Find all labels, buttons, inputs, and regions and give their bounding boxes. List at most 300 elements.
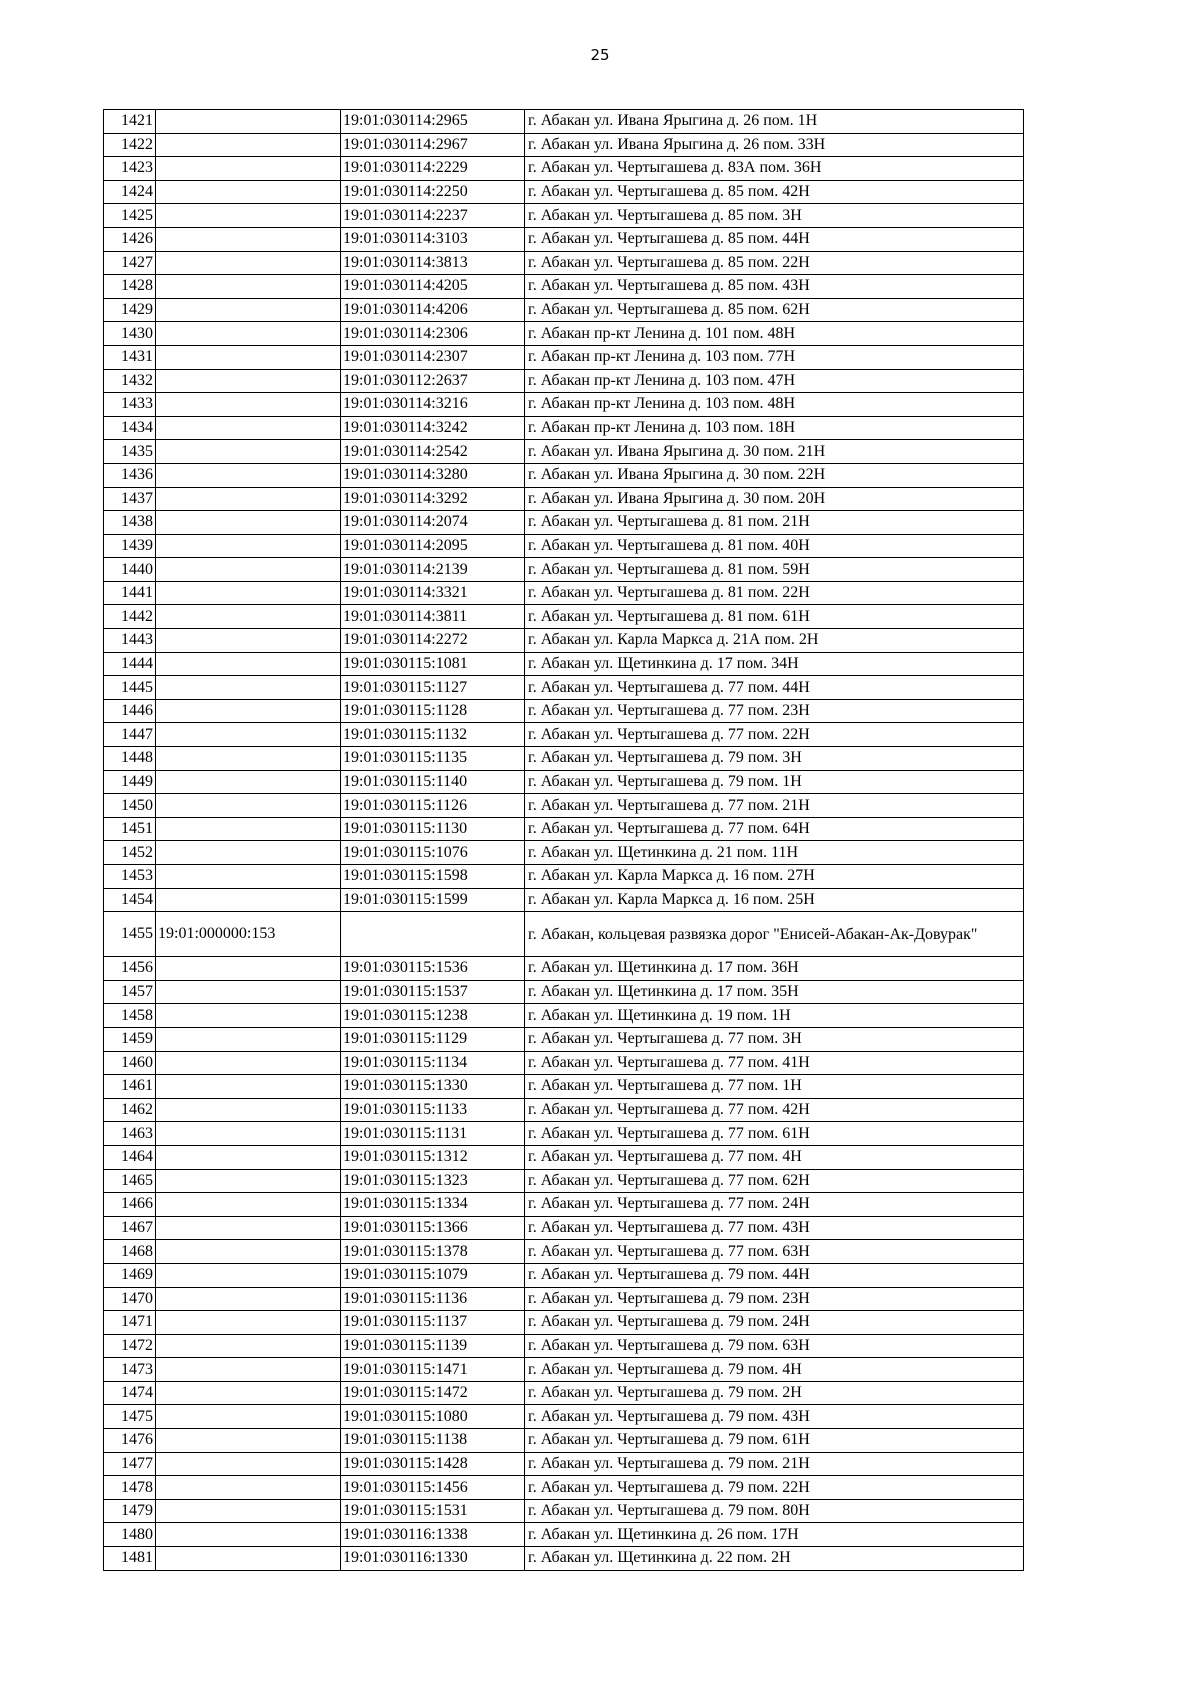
land-plot-number-cell <box>156 511 341 535</box>
row-number-cell: 1480 <box>104 1523 156 1547</box>
cadastral-number-cell: 19:01:030114:2074 <box>341 511 525 535</box>
address-cell: г. Абакан ул. Чертыгашева д. 77 пом. 21Н <box>525 794 1024 818</box>
address-cell: г. Абакан ул. Чертыгашева д. 85 пом. 42Н <box>525 180 1024 204</box>
address-cell: г. Абакан ул. Ивана Ярыгина д. 26 пом. 33Н <box>525 133 1024 157</box>
land-plot-number-cell <box>156 322 341 346</box>
cadastral-number-cell: 19:01:030114:4206 <box>341 298 525 322</box>
cadastral-number-cell: 19:01:030115:1366 <box>341 1216 525 1240</box>
row-number-cell: 1455 <box>104 912 156 957</box>
table-row <box>104 1193 1024 1217</box>
table-row <box>104 534 1024 558</box>
land-plot-number-cell <box>156 110 341 134</box>
table-row <box>104 1311 1024 1335</box>
land-plot-number-cell <box>156 1429 341 1453</box>
row-number-cell: 1471 <box>104 1311 156 1335</box>
cadastral-number-cell: 19:01:030115:1135 <box>341 747 525 771</box>
land-plot-number-cell <box>156 157 341 181</box>
cadastral-number-cell: 19:01:030114:3813 <box>341 251 525 275</box>
cadastral-number-cell: 19:01:030114:4205 <box>341 275 525 299</box>
address-cell: г. Абакан ул. Чертыгашева д. 79 пом. 22Н <box>525 1476 1024 1500</box>
row-number-cell: 1470 <box>104 1287 156 1311</box>
property-registry-table <box>103 109 1024 1571</box>
cadastral-number-cell: 19:01:030115:1079 <box>341 1263 525 1287</box>
land-plot-number-cell <box>156 1358 341 1382</box>
land-plot-number-cell <box>156 1405 341 1429</box>
page-number: 25 <box>590 46 610 64</box>
table-row <box>104 1169 1024 1193</box>
cadastral-number-cell: 19:01:030115:1140 <box>341 770 525 794</box>
cadastral-number-cell: 19:01:030114:2229 <box>341 157 525 181</box>
table-row <box>104 298 1024 322</box>
cadastral-number-cell: 19:01:030115:1131 <box>341 1122 525 1146</box>
land-plot-number-cell <box>156 1193 341 1217</box>
address-cell: г. Абакан ул. Чертыгашева д. 81 пом. 59Н <box>525 558 1024 582</box>
table-row <box>104 227 1024 251</box>
address-cell: г. Абакан ул. Чертыгашева д. 79 пом. 24Н <box>525 1311 1024 1335</box>
row-number-cell: 1429 <box>104 298 156 322</box>
address-cell: г. Абакан ул. Чертыгашева д. 77 пом. 41Н <box>525 1051 1024 1075</box>
cadastral-number-cell: 19:01:030114:3242 <box>341 416 525 440</box>
row-number-cell: 1453 <box>104 865 156 889</box>
table-row <box>104 980 1024 1004</box>
address-cell: г. Абакан ул. Щетинкина д. 26 пом. 17Н <box>525 1523 1024 1547</box>
land-plot-number-cell <box>156 699 341 723</box>
land-plot-number-cell <box>156 345 341 369</box>
land-plot-number-cell <box>156 1452 341 1476</box>
table-row <box>104 1499 1024 1523</box>
row-number-cell: 1449 <box>104 770 156 794</box>
address-cell: г. Абакан ул. Чертыгашева д. 77 пом. 3Н <box>525 1027 1024 1051</box>
land-plot-number-cell <box>156 1547 341 1571</box>
land-plot-number-cell <box>156 865 341 889</box>
row-number-cell: 1428 <box>104 275 156 299</box>
row-number-cell: 1464 <box>104 1145 156 1169</box>
land-plot-number-cell <box>156 298 341 322</box>
cadastral-number-cell: 19:01:030115:1312 <box>341 1145 525 1169</box>
land-plot-number-cell <box>156 980 341 1004</box>
cadastral-number-cell: 19:01:030115:1127 <box>341 676 525 700</box>
address-cell: г. Абакан ул. Чертыгашева д. 77 пом. 24Н <box>525 1193 1024 1217</box>
row-number-cell: 1424 <box>104 180 156 204</box>
table-row <box>104 1075 1024 1099</box>
address-cell: г. Абакан ул. Чертыгашева д. 77 пом. 44Н <box>525 676 1024 700</box>
land-plot-number-cell <box>156 723 341 747</box>
cadastral-number-cell: 19:01:030115:1128 <box>341 699 525 723</box>
table-row <box>104 1547 1024 1571</box>
row-number-cell: 1467 <box>104 1216 156 1240</box>
cadastral-number-cell: 19:01:030114:2139 <box>341 558 525 582</box>
address-cell: г. Абакан ул. Ивана Ярыгина д. 30 пом. 22Н <box>525 463 1024 487</box>
address-cell: г. Абакан пр-кт Ленина д. 103 пом. 18Н <box>525 416 1024 440</box>
address-cell: г. Абакан ул. Чертыгашева д. 85 пом. 44Н <box>525 227 1024 251</box>
cadastral-number-cell: 19:01:030115:1536 <box>341 957 525 981</box>
address-cell: г. Абакан, кольцевая развязка дорог "Енисей-Абакан-Ак-Довурак" <box>525 912 1024 957</box>
table-row <box>104 629 1024 653</box>
row-number-cell: 1421 <box>104 110 156 134</box>
table-row <box>104 369 1024 393</box>
row-number-cell: 1476 <box>104 1429 156 1453</box>
address-cell: г. Абакан ул. Чертыгашева д. 79 пом. 3Н <box>525 747 1024 771</box>
table-row <box>104 699 1024 723</box>
land-plot-number-cell <box>156 204 341 228</box>
row-number-cell: 1447 <box>104 723 156 747</box>
row-number-cell: 1427 <box>104 251 156 275</box>
cadastral-number-cell: 19:01:030115:1598 <box>341 865 525 889</box>
land-plot-number-cell <box>156 747 341 771</box>
row-number-cell: 1469 <box>104 1263 156 1287</box>
address-cell: г. Абакан ул. Чертыгашева д. 85 пом. 3Н <box>525 204 1024 228</box>
cadastral-number-cell: 19:01:030114:2965 <box>341 110 525 134</box>
cadastral-number-cell: 19:01:030115:1137 <box>341 1311 525 1335</box>
cadastral-number-cell: 19:01:030114:2307 <box>341 345 525 369</box>
cadastral-number-cell: 19:01:030114:2095 <box>341 534 525 558</box>
land-plot-number-cell <box>156 1523 341 1547</box>
table-row <box>104 723 1024 747</box>
land-plot-number-cell <box>156 888 341 912</box>
table-row <box>104 1334 1024 1358</box>
land-plot-number-cell <box>156 534 341 558</box>
cadastral-number-cell: 19:01:030115:1471 <box>341 1358 525 1382</box>
address-cell: г. Абакан ул. Чертыгашева д. 77 пом. 61Н <box>525 1122 1024 1146</box>
cadastral-number-cell <box>341 912 525 957</box>
land-plot-number-cell <box>156 1169 341 1193</box>
address-cell: г. Абакан ул. Чертыгашева д. 83А пом. 36Н <box>525 157 1024 181</box>
land-plot-number-cell <box>156 1216 341 1240</box>
address-cell: г. Абакан ул. Чертыгашева д. 85 пом. 22Н <box>525 251 1024 275</box>
cadastral-number-cell: 19:01:030115:1531 <box>341 1499 525 1523</box>
table-row <box>104 1145 1024 1169</box>
land-plot-number-cell <box>156 1311 341 1335</box>
address-cell: г. Абакан пр-кт Ленина д. 101 пом. 48Н <box>525 322 1024 346</box>
cadastral-number-cell: 19:01:030115:1323 <box>341 1169 525 1193</box>
table-row <box>104 558 1024 582</box>
table-row <box>104 180 1024 204</box>
table-row <box>104 157 1024 181</box>
land-plot-number-cell <box>156 1240 341 1264</box>
cadastral-number-cell: 19:01:030114:2237 <box>341 204 525 228</box>
land-plot-number-cell <box>156 817 341 841</box>
table-row <box>104 865 1024 889</box>
land-plot-number-cell <box>156 794 341 818</box>
address-cell: г. Абакан пр-кт Ленина д. 103 пом. 48Н <box>525 393 1024 417</box>
cadastral-number-cell: 19:01:030115:1132 <box>341 723 525 747</box>
row-number-cell: 1454 <box>104 888 156 912</box>
table-row <box>104 1358 1024 1382</box>
row-number-cell: 1479 <box>104 1499 156 1523</box>
table-row <box>104 393 1024 417</box>
cadastral-number-cell: 19:01:030114:3103 <box>341 227 525 251</box>
land-plot-number-cell <box>156 369 341 393</box>
row-number-cell: 1438 <box>104 511 156 535</box>
address-cell: г. Абакан ул. Ивана Ярыгина д. 26 пом. 1Н <box>525 110 1024 134</box>
table-row <box>104 1452 1024 1476</box>
address-cell: г. Абакан ул. Чертыгашева д. 77 пом. 4Н <box>525 1145 1024 1169</box>
address-cell: г. Абакан ул. Щетинкина д. 17 пом. 36Н <box>525 957 1024 981</box>
table-row <box>104 652 1024 676</box>
row-number-cell: 1461 <box>104 1075 156 1099</box>
table-body <box>104 110 1024 1571</box>
cadastral-number-cell: 19:01:030114:2542 <box>341 440 525 464</box>
address-cell: г. Абакан ул. Чертыгашева д. 77 пом. 62Н <box>525 1169 1024 1193</box>
cadastral-number-cell: 19:01:030115:1136 <box>341 1287 525 1311</box>
address-cell: г. Абакан ул. Щетинкина д. 21 пом. 11Н <box>525 841 1024 865</box>
land-plot-number-cell <box>156 1075 341 1099</box>
row-number-cell: 1481 <box>104 1547 156 1571</box>
address-cell: г. Абакан ул. Карла Маркса д. 16 пом. 25Н <box>525 888 1024 912</box>
cadastral-number-cell: 19:01:030114:2306 <box>341 322 525 346</box>
address-cell: г. Абакан ул. Чертыгашева д. 79 пом. 23Н <box>525 1287 1024 1311</box>
land-plot-number-cell <box>156 1004 341 1028</box>
land-plot-number-cell <box>156 416 341 440</box>
address-cell: г. Абакан ул. Чертыгашева д. 77 пом. 64Н <box>525 817 1024 841</box>
land-plot-number-cell <box>156 133 341 157</box>
table-row <box>104 1027 1024 1051</box>
cadastral-number-cell: 19:01:030115:1133 <box>341 1098 525 1122</box>
cadastral-number-cell: 19:01:030115:1238 <box>341 1004 525 1028</box>
table-row <box>104 251 1024 275</box>
address-cell: г. Абакан ул. Чертыгашева д. 81 пом. 22Н <box>525 581 1024 605</box>
cadastral-number-cell: 19:01:030115:1130 <box>341 817 525 841</box>
table-row <box>104 1240 1024 1264</box>
cadastral-number-cell: 19:01:030115:1129 <box>341 1027 525 1051</box>
table-row <box>104 1098 1024 1122</box>
row-number-cell: 1460 <box>104 1051 156 1075</box>
row-number-cell: 1457 <box>104 980 156 1004</box>
table-row <box>104 841 1024 865</box>
cadastral-number-cell: 19:01:030114:3216 <box>341 393 525 417</box>
row-number-cell: 1450 <box>104 794 156 818</box>
address-cell: г. Абакан ул. Чертыгашева д. 77 пом. 22Н <box>525 723 1024 747</box>
land-plot-number-cell <box>156 841 341 865</box>
row-number-cell: 1446 <box>104 699 156 723</box>
table-row <box>104 345 1024 369</box>
table-row <box>104 1523 1024 1547</box>
row-number-cell: 1426 <box>104 227 156 251</box>
address-cell: г. Абакан ул. Чертыгашева д. 79 пом. 4Н <box>525 1358 1024 1382</box>
table-row <box>104 747 1024 771</box>
row-number-cell: 1439 <box>104 534 156 558</box>
cadastral-number-cell: 19:01:030115:1081 <box>341 652 525 676</box>
row-number-cell: 1430 <box>104 322 156 346</box>
address-cell: г. Абакан ул. Чертыгашева д. 77 пом. 42Н <box>525 1098 1024 1122</box>
table-row <box>104 1263 1024 1287</box>
row-number-cell: 1433 <box>104 393 156 417</box>
land-plot-number-cell <box>156 1263 341 1287</box>
row-number-cell: 1477 <box>104 1452 156 1476</box>
land-plot-number-cell <box>156 581 341 605</box>
land-plot-number-cell <box>156 393 341 417</box>
land-plot-number-cell <box>156 1287 341 1311</box>
cadastral-number-cell: 19:01:030115:1599 <box>341 888 525 912</box>
row-number-cell: 1458 <box>104 1004 156 1028</box>
address-cell: г. Абакан ул. Чертыгашева д. 79 пом. 1Н <box>525 770 1024 794</box>
row-number-cell: 1444 <box>104 652 156 676</box>
cadastral-number-cell: 19:01:030112:2637 <box>341 369 525 393</box>
address-cell: г. Абакан пр-кт Ленина д. 103 пом. 47Н <box>525 369 1024 393</box>
cadastral-number-cell: 19:01:030115:1378 <box>341 1240 525 1264</box>
table-row <box>104 1476 1024 1500</box>
table-row <box>104 110 1024 134</box>
land-plot-number-cell <box>156 227 341 251</box>
row-number-cell: 1465 <box>104 1169 156 1193</box>
address-cell: г. Абакан ул. Чертыгашева д. 85 пом. 62Н <box>525 298 1024 322</box>
land-plot-number-cell <box>156 652 341 676</box>
table-row <box>104 1004 1024 1028</box>
cadastral-number-cell: 19:01:030115:1428 <box>341 1452 525 1476</box>
table-row <box>104 770 1024 794</box>
row-number-cell: 1466 <box>104 1193 156 1217</box>
address-cell: г. Абакан ул. Чертыгашева д. 77 пом. 23Н <box>525 699 1024 723</box>
row-number-cell: 1478 <box>104 1476 156 1500</box>
land-plot-number-cell <box>156 629 341 653</box>
row-number-cell: 1459 <box>104 1027 156 1051</box>
address-cell: г. Абакан ул. Чертыгашева д. 77 пом. 43Н <box>525 1216 1024 1240</box>
table-row <box>104 1381 1024 1405</box>
row-number-cell: 1475 <box>104 1405 156 1429</box>
address-cell: г. Абакан ул. Карла Маркса д. 21А пом. 2Н <box>525 629 1024 653</box>
row-number-cell: 1436 <box>104 463 156 487</box>
row-number-cell: 1442 <box>104 605 156 629</box>
cadastral-number-cell: 19:01:030115:1138 <box>341 1429 525 1453</box>
table-row <box>104 605 1024 629</box>
cadastral-number-cell: 19:01:030115:1080 <box>341 1405 525 1429</box>
land-plot-number-cell <box>156 676 341 700</box>
cadastral-number-cell: 19:01:030115:1334 <box>341 1193 525 1217</box>
address-cell: г. Абакан ул. Чертыгашева д. 81 пом. 40Н <box>525 534 1024 558</box>
address-cell: г. Абакан ул. Чертыгашева д. 81 пом. 21Н <box>525 511 1024 535</box>
row-number-cell: 1473 <box>104 1358 156 1382</box>
address-cell: г. Абакан ул. Чертыгашева д. 79 пом. 43Н <box>525 1405 1024 1429</box>
address-cell: г. Абакан ул. Чертыгашева д. 79 пом. 2Н <box>525 1381 1024 1405</box>
land-plot-number-cell <box>156 1145 341 1169</box>
land-plot-number-cell <box>156 1476 341 1500</box>
cadastral-number-cell: 19:01:030114:3280 <box>341 463 525 487</box>
table-row <box>104 416 1024 440</box>
table-row <box>104 888 1024 912</box>
table-row <box>104 463 1024 487</box>
cadastral-number-cell: 19:01:030115:1139 <box>341 1334 525 1358</box>
address-cell: г. Абакан ул. Чертыгашева д. 79 пом. 61Н <box>525 1429 1024 1453</box>
row-number-cell: 1431 <box>104 345 156 369</box>
row-number-cell: 1440 <box>104 558 156 582</box>
table-row <box>104 817 1024 841</box>
land-plot-number-cell <box>156 1051 341 1075</box>
address-cell: г. Абакан ул. Щетинкина д. 17 пом. 35Н <box>525 980 1024 1004</box>
row-number-cell: 1425 <box>104 204 156 228</box>
land-plot-number-cell <box>156 251 341 275</box>
address-cell: г. Абакан ул. Карла Маркса д. 16 пом. 27Н <box>525 865 1024 889</box>
cadastral-number-cell: 19:01:030114:3321 <box>341 581 525 605</box>
table-row <box>104 440 1024 464</box>
row-number-cell: 1448 <box>104 747 156 771</box>
table-row <box>104 1216 1024 1240</box>
address-cell: г. Абакан ул. Чертыгашева д. 79 пом. 80Н <box>525 1499 1024 1523</box>
address-cell: г. Абакан ул. Чертыгашева д. 81 пом. 61Н <box>525 605 1024 629</box>
row-number-cell: 1422 <box>104 133 156 157</box>
row-number-cell: 1434 <box>104 416 156 440</box>
table-row <box>104 204 1024 228</box>
address-cell: г. Абакан ул. Щетинкина д. 22 пом. 2Н <box>525 1547 1024 1571</box>
land-plot-number-cell <box>156 770 341 794</box>
land-plot-number-cell <box>156 1098 341 1122</box>
table-row <box>104 912 1024 957</box>
cadastral-number-cell: 19:01:030114:2250 <box>341 180 525 204</box>
row-number-cell: 1423 <box>104 157 156 181</box>
land-plot-number-cell <box>156 487 341 511</box>
cadastral-number-cell: 19:01:030116:1338 <box>341 1523 525 1547</box>
address-cell: г. Абакан пр-кт Ленина д. 103 пом. 77Н <box>525 345 1024 369</box>
table-row <box>104 1405 1024 1429</box>
land-plot-number-cell <box>156 275 341 299</box>
table-row <box>104 1051 1024 1075</box>
table-row <box>104 794 1024 818</box>
land-plot-number-cell <box>156 463 341 487</box>
land-plot-number-cell <box>156 1381 341 1405</box>
cadastral-number-cell: 19:01:030116:1330 <box>341 1547 525 1571</box>
address-cell: г. Абакан ул. Ивана Ярыгина д. 30 пом. 20Н <box>525 487 1024 511</box>
table-row <box>104 511 1024 535</box>
address-cell: г. Абакан ул. Щетинкина д. 19 пом. 1Н <box>525 1004 1024 1028</box>
cadastral-number-cell: 19:01:030114:2967 <box>341 133 525 157</box>
land-plot-number-cell <box>156 1334 341 1358</box>
row-number-cell: 1435 <box>104 440 156 464</box>
cadastral-number-cell: 19:01:030115:1330 <box>341 1075 525 1099</box>
cadastral-number-cell: 19:01:030114:3292 <box>341 487 525 511</box>
row-number-cell: 1451 <box>104 817 156 841</box>
row-number-cell: 1472 <box>104 1334 156 1358</box>
table-row <box>104 487 1024 511</box>
cadastral-number-cell: 19:01:030115:1537 <box>341 980 525 1004</box>
cadastral-number-cell: 19:01:030115:1134 <box>341 1051 525 1075</box>
land-plot-number-cell <box>156 1122 341 1146</box>
address-cell: г. Абакан ул. Чертыгашева д. 79 пом. 44Н <box>525 1263 1024 1287</box>
table-row <box>104 1122 1024 1146</box>
row-number-cell: 1445 <box>104 676 156 700</box>
cadastral-number-cell: 19:01:030114:2272 <box>341 629 525 653</box>
land-plot-number-cell <box>156 1499 341 1523</box>
table-row <box>104 676 1024 700</box>
address-cell: г. Абакан ул. Ивана Ярыгина д. 30 пом. 21Н <box>525 440 1024 464</box>
table-row <box>104 581 1024 605</box>
land-plot-number-cell <box>156 957 341 981</box>
land-plot-number-cell <box>156 180 341 204</box>
row-number-cell: 1437 <box>104 487 156 511</box>
land-plot-number-cell <box>156 440 341 464</box>
row-number-cell: 1468 <box>104 1240 156 1264</box>
row-number-cell: 1432 <box>104 369 156 393</box>
row-number-cell: 1452 <box>104 841 156 865</box>
address-cell: г. Абакан ул. Чертыгашева д. 85 пом. 43Н <box>525 275 1024 299</box>
cadastral-number-cell: 19:01:030115:1076 <box>341 841 525 865</box>
address-cell: г. Абакан ул. Чертыгашева д. 79 пом. 63Н <box>525 1334 1024 1358</box>
table-row <box>104 1429 1024 1453</box>
land-plot-number-cell <box>156 605 341 629</box>
address-cell: г. Абакан ул. Чертыгашева д. 77 пом. 63Н <box>525 1240 1024 1264</box>
cadastral-number-cell: 19:01:030115:1126 <box>341 794 525 818</box>
row-number-cell: 1474 <box>104 1381 156 1405</box>
table-row <box>104 322 1024 346</box>
row-number-cell: 1443 <box>104 629 156 653</box>
table-row <box>104 957 1024 981</box>
address-cell: г. Абакан ул. Чертыгашева д. 77 пом. 1Н <box>525 1075 1024 1099</box>
row-number-cell: 1441 <box>104 581 156 605</box>
row-number-cell: 1456 <box>104 957 156 981</box>
cadastral-number-cell: 19:01:030115:1472 <box>341 1381 525 1405</box>
address-cell: г. Абакан ул. Чертыгашева д. 79 пом. 21Н <box>525 1452 1024 1476</box>
address-cell: г. Абакан ул. Щетинкина д. 17 пом. 34Н <box>525 652 1024 676</box>
row-number-cell: 1463 <box>104 1122 156 1146</box>
land-plot-number-cell <box>156 1027 341 1051</box>
